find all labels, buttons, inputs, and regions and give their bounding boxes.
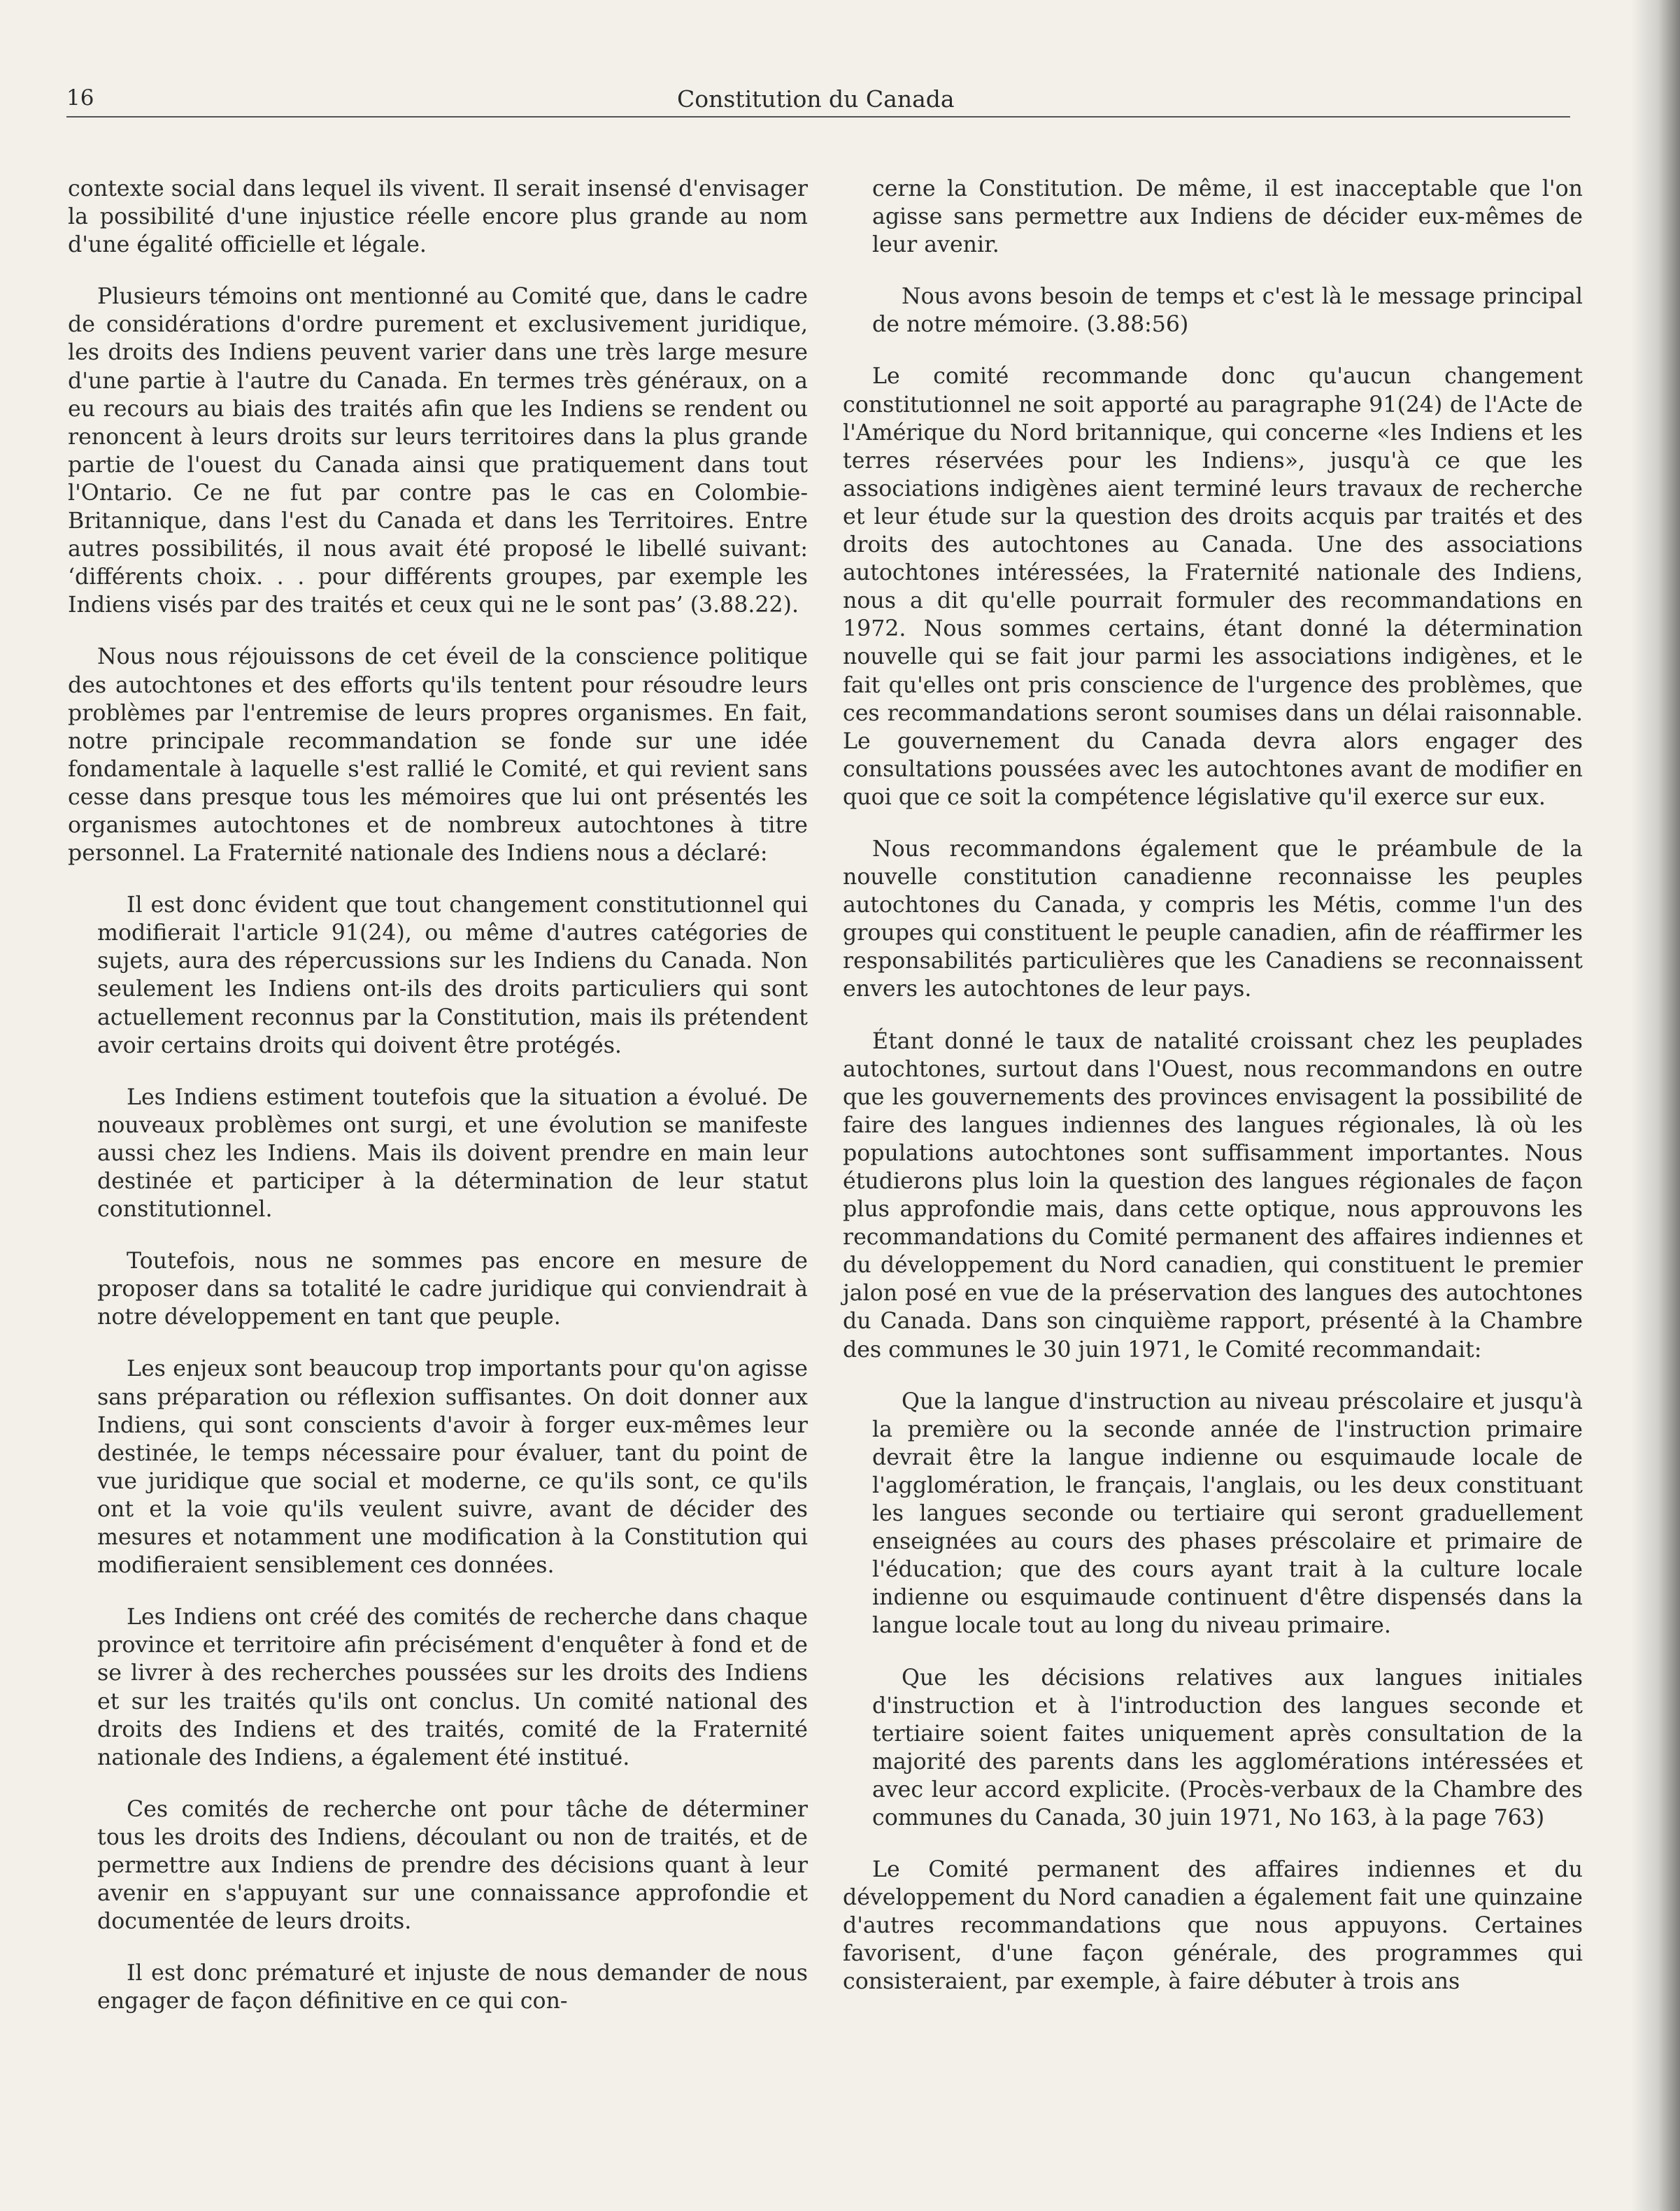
page-number: 16 xyxy=(66,85,94,111)
page-edge-shadow xyxy=(1631,0,1680,2211)
quote-paragraph: cerne la Constitution. De même, il est inacceptable que l'on agisse sans permettre aux Indiens de décider eux-mêmes de leur avenir. xyxy=(872,176,1583,258)
block-quote xyxy=(843,1388,1583,1832)
block-quote xyxy=(843,175,1583,339)
running-title: Constitution du Canada xyxy=(677,85,955,113)
quote-paragraph: Il est donc évident que tout changement constitutionnel qui modifierait l'article 91(24), ou même d'autres catégories de sujets, aura des répercussions sur les Indiens du Canada. Non seulement les Indiens ont-ils des droits particuliers qui sont actuellement reconnus par la Constitution, mais ils prétendent avoir certains droits qui doivent être protégés. xyxy=(97,893,808,1058)
paragraph: Le Comité permanent des affaires indiennes et du développement du Nord canadien a également fait une quinzaine d'autres recommandations que nous appuyons. Certaines favorisent, d'une façon générale, des programmes qui consisteraient, par exemple, à faire débuter à trois ans xyxy=(843,1857,1583,1995)
quote-paragraph: Les Indiens estiment toutefois que la situation a évolué. De nouveaux problèmes ont surgi, et une évolution se manifeste aussi chez les Indiens. Mais ils doivent prendre en main leur destinée et participer à la détermination de leur statut constitutionnel. xyxy=(97,1084,808,1223)
quote-paragraph: Nous avons besoin de temps et c'est là le message principal de notre mémoire. (3.88:56) xyxy=(872,284,1583,338)
paragraph: Nous nous réjouissons de cet éveil de la conscience politique des autochtones et des efforts qu'ils tentent pour résoudre leurs problèmes par l'entremise de leurs propres organismes. En fait, notre principale recommandation se fonde sur une idée fondamentale à laquelle s'est rallié le Comité, et qui revient sans cesse dans presque tous les mémoires que lui ont présentés les organismes autochtones et de nombreux autochtones à titre personnel. La Fraternité nationale des Indiens nous a déclaré: xyxy=(68,644,808,867)
block-quote xyxy=(68,891,808,2015)
quote-paragraph: Ces comités de recherche ont pour tâche de déterminer tous les droits des Indiens, découlant ou non de traités, et de permettre aux Indiens de prendre des décisions quant à leur avenir en s'appuyant sur une connaissance approfondie et documentée de leurs droits. xyxy=(97,1796,808,1935)
quote-paragraph: Les enjeux sont beaucoup trop importants pour qu'on agisse sans préparation ou réflexion suffisantes. On doit donner aux Indiens, qui sont conscients d'avoir à forger eux-mêmes leur destinée, le temps nécessaire pour évaluer, tant du point de vue juridique que social et moderne, ce qu'ils sont, ce qu'ils ont et la voie qu'ils veulent suivre, avant de décider des mesures et notamment une modification à la Constitution qui modifieraient sensiblement ces données. xyxy=(97,1356,808,1579)
paragraph: contexte social dans lequel ils vivent. Il serait insensé d'envisager la possibilité d'une injustice réelle encore plus grande au nom d'une égalité officielle et légale. xyxy=(68,176,808,258)
paragraph: Plusieurs témoins ont mentionné au Comité que, dans le cadre de considérations d'ordre purement et exclusivement juridique, les droits des Indiens peuvent varier dans une très large mesure d'une partie à l'autre du Canada. En termes très généraux, on a eu recours au biais des traités afin que les Indiens se rendent ou renoncent à leurs droits sur leurs territoires dans la plus grande partie de l'ouest du Canada ainsi que pratiquement dans tout l'Ontario. Ce ne fut par contre pas le cas en Colombie-Britannique, dans l'est du Canada et dans les Territoires. Entre autres possibilités, il nous avait été proposé le libellé suivant: ‘différents choix. . . pour différents groupes, par exemple les Indiens visés par des traités et ceux qui ne le sont pas’ (3.88.22). xyxy=(68,284,808,618)
quote-paragraph: Toutefois, nous ne sommes pas encore en mesure de proposer dans sa totalité le cadre juridique qui conviendrait à notre développement en tant que peuple. xyxy=(97,1249,808,1330)
quote-paragraph: Que les décisions relatives aux langues initiales d'instruction et à l'introduction des langues seconde et tertiaire soient faites uniquement après consultation de la majorité des parents dans les agglomérations intéressées et avec leur accord explicite. (Procès-verbaux de la Chambre des communes du Canada, 30 juin 1971, No 163, à la page 763) xyxy=(872,1665,1583,1830)
left-column xyxy=(68,175,808,2039)
right-column xyxy=(843,175,1583,2020)
paragraph: Le comité recommande donc qu'aucun changement constitutionnel ne soit apporté au paragraphe 91(24) de l'Acte de l'Amérique du Nord britannique, qui concerne «les Indiens et les terres réservées pour les Indiens», jusqu'à ce que les associations indigènes aient terminé leurs travaux de recherche et leur étude sur la question des droits acquis par traités et des droits des autochtones au Canada. Une des associations autochtones intéressées, la Fraternité nationale des Indiens, nous a dit qu'elle pourrait formuler des recommandations en 1972. Nous sommes certains, étant donné la détermination nouvelle qui se fait jour parmi les associations indigènes, et le fait qu'elles ont pris conscience de l'urgence des problèmes, que ces recommandations seront soumises dans un délai raisonnable. Le gouvernement du Canada devra alors engager des consultations poussées avec les autochtones avant de modifier en quoi que ce soit la compétence législative qu'il exerce sur eux. xyxy=(843,364,1583,810)
paragraph: Nous recommandons également que le préambule de la nouvelle constitution canadienne reconnaisse les peuples autochtones du Canada, y compris les Métis, comme l'un des groupes qui constituent le peuple canadien, afin de réaffirmer les responsabilités particulières que les Canadiens se reconnaissent envers les autochtones de leur pays. xyxy=(843,836,1583,1002)
quote-paragraph: Les Indiens ont créé des comités de recherche dans chaque province et territoire afin précisément d'enquêter à fond et de se livrer à des recherches poussées sur les droits des Indiens et sur les traités qu'ils ont conclus. Un comité national des droits des Indiens et des traités, comité de la Fraternité nationale des Indiens, a également été institué. xyxy=(97,1605,808,1770)
paragraph: Étant donné le taux de natalité croissant chez les peuplades autochtones, surtout dans l'Ouest, nous recommandons en outre que les gouvernements des provinces envisagent la possibilité de faire des langues indiennes des langues régionales, là où les populations autochtones sont suffisamment importantes. Nous étudierons plus loin la question des langues régionales de façon plus approfondie mais, dans cette optique, nous approuvons les recommandations du Comité permanent des affaires indiennes et du développement du Nord canadien, qui constituent le premier jalon posé en vue de la préservation des langues des autochtones du Canada. Dans son cinquième rapport, présenté à la Chambre des communes le 30 juin 1971, le Comité recommandait: xyxy=(843,1028,1583,1363)
quote-paragraph: Il est donc prématuré et injuste de nous demander de nous engager de façon définitive en ce qui con- xyxy=(97,1961,808,2014)
page-header xyxy=(66,83,1570,118)
quote-paragraph: Que la langue d'instruction au niveau préscolaire et jusqu'à la première ou la seconde année de l'instruction primaire devrait être la langue indienne ou esquimaude locale de l'agglomération, le français, l'anglais, ou les deux constituant les langues seconde ou tertiaire qui seront graduellement enseignées au cours des phases préscolaire et primaire de l'éducation; que des cours ayant trait à la culture locale indienne ou esquimaude continuent d'être dispensés dans la langue locale tout au long du niveau primaire. xyxy=(872,1388,1583,1639)
